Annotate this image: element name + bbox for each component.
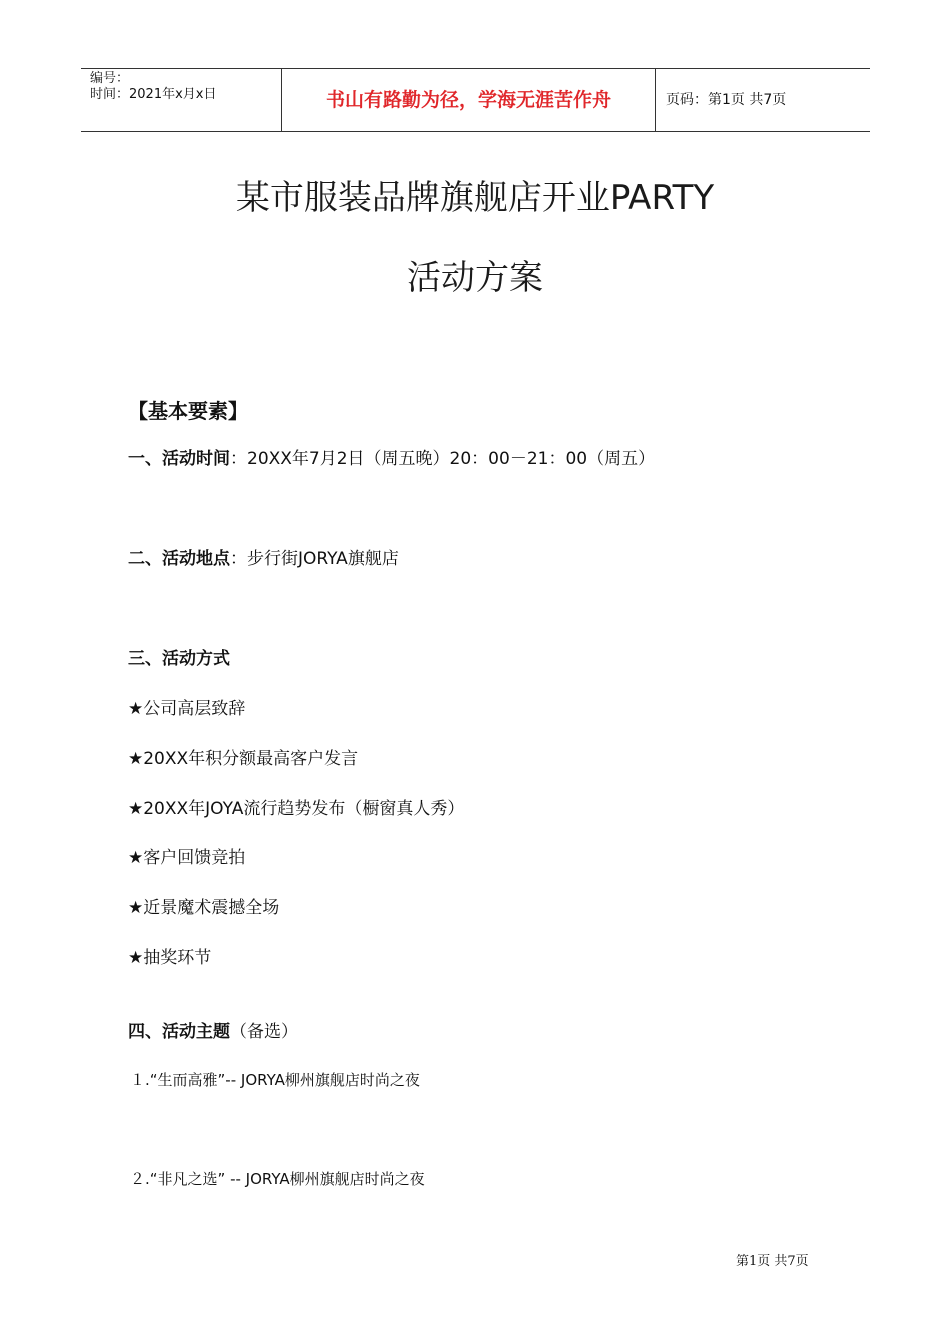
activity-theme-note: （备选）: [230, 1022, 298, 1042]
header-meta: [81, 69, 282, 131]
activity-theme-heading: [128, 1017, 298, 1042]
theme-option: ２.“非凡之选” -- JORYA柳州旗舰店时尚之夜: [130, 1170, 425, 1188]
section-basic-heading: 【基本要素】: [128, 399, 248, 423]
theme-option: １.“生而高雅”-- JORYA柳州旗舰店时尚之夜: [130, 1071, 420, 1089]
list-item: ★20XX年JOYA流行趋势发布（橱窗真人秀）: [128, 799, 465, 819]
activity-place: [128, 544, 399, 569]
page-header: [81, 68, 870, 132]
list-item: ★20XX年积分额最高客户发言: [128, 749, 359, 769]
page-footer: 第1页 共7页: [736, 1254, 809, 1269]
list-item: ★近景魔术震撼全场: [128, 898, 280, 918]
header-motto: 书山有路勤为径，学海无涯苦作舟: [282, 69, 656, 131]
date-label: 时间：2021年x月x日: [90, 87, 217, 102]
activity-theme-label: 四、活动主题: [128, 1022, 230, 1042]
activity-method-label: 三、活动方式: [128, 649, 230, 669]
number-label: 编号：: [90, 71, 130, 86]
activity-time: [128, 444, 655, 469]
list-item: ★抽奖环节: [128, 948, 212, 968]
activity-place-label: 二、活动地点: [128, 549, 230, 569]
doc-title-line1: 某市服装品牌旗舰店开业PARTY: [235, 178, 715, 218]
activity-place-value: ：步行街JORYA旗舰店: [230, 549, 399, 569]
list-item: ★客户回馈竞拍: [128, 848, 246, 868]
activity-method-heading: [128, 644, 230, 669]
activity-time-value: ：20XX年7月2日（周五晚）20：00－21：00（周五）: [230, 449, 656, 469]
activity-time-label: 一、活动时间: [128, 449, 230, 469]
header-page-info: 页码：第1页 共7页: [666, 92, 787, 108]
doc-title-line2: 活动方案: [407, 258, 543, 298]
list-item: ★公司高层致辞: [128, 699, 246, 719]
